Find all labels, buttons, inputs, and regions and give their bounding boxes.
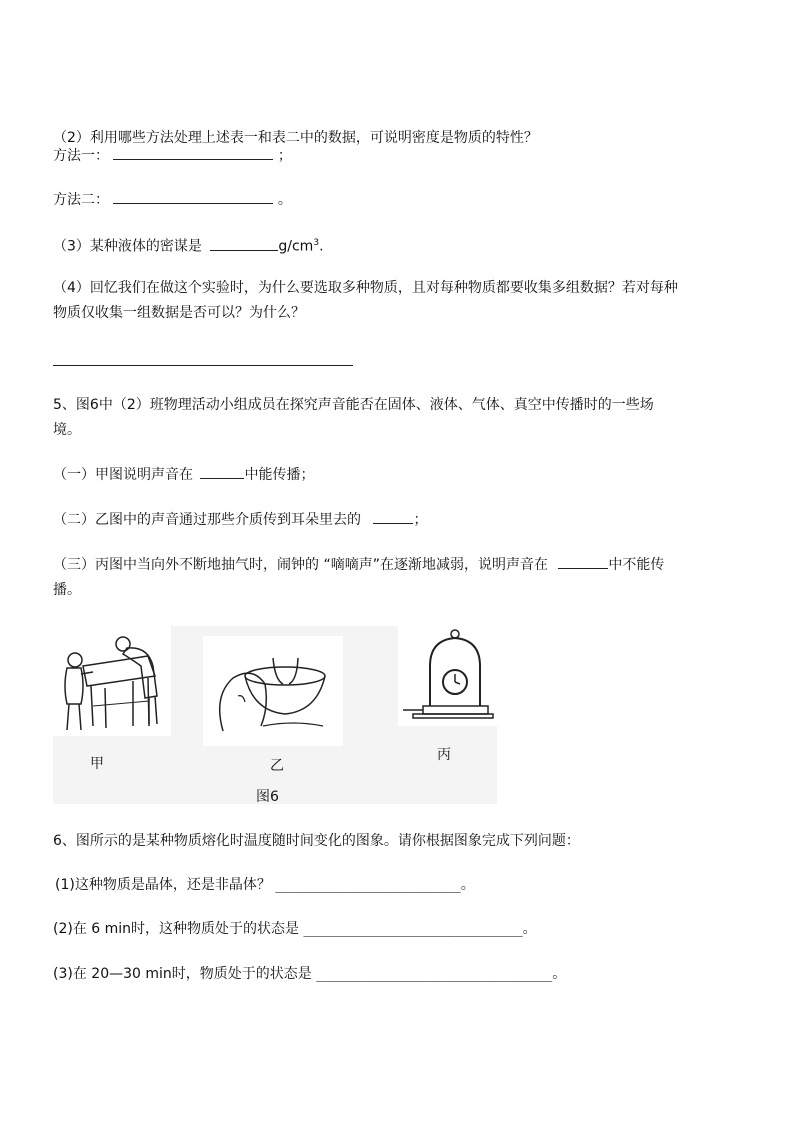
figure-caption: 图6 [256,789,279,805]
figure-a-drawing [53,626,183,741]
q6-p1 [55,875,475,895]
q5-line1: 5、图6中（2）班物理活动小组成员在探究声音能否在固体、液体、气体、真空中传播时的一些场 [53,397,654,413]
method2-label: 方法二： [53,192,109,208]
method2-answer-blank[interactable] [113,189,273,204]
q5-sub3-prefix: （三）丙图中当向外不断地抽气时，闹钟的 “嘀嘀声”在逐渐地减弱，说明声音在 [53,557,548,573]
q6-p2-prefix: (2)在 6 min时，这种物质处于的状态是 [53,921,300,937]
q5-line2: 境。 [53,422,81,438]
figure-b-drawing [203,636,343,746]
q3-end: . [319,238,324,255]
q3-density-blank[interactable] [210,236,278,251]
q2-question: （2）利用哪些方法处理上述表一和表二中的数据，可说明密度是物质的特性？ [53,130,538,146]
q5-sub3-suffix: 中不能传 [608,557,665,573]
method1-end: ； [277,148,292,164]
q5-sub2-blank[interactable] [373,509,413,524]
q3-unit-exponent: 3 [313,238,320,248]
q5-sub2-suffix: ； [413,512,428,528]
q4-line2: 物质仅收集一组数据是否可以？为什么？ [53,305,305,321]
method1-answer-blank[interactable] [113,145,273,160]
q6-p2-end: 。 [522,921,537,937]
q5-sub1 [53,464,314,485]
q6-p3-blank[interactable]: ____________________________ [316,966,553,982]
q3-unit: g/cm [278,238,314,255]
method1-label: 方法一： [53,148,109,164]
figure-label-a: 甲 [90,756,104,772]
q5-sub3-line1 [53,554,664,575]
q6-p3-prefix: (3)在 20—30 min时，物质处于的状态是 [53,966,312,982]
q4-answer-line[interactable] [53,365,353,366]
q6-p2-blank[interactable]: __________________________ [303,921,523,937]
q5-sub2-prefix: （二）乙图中的声音通过那些介质传到耳朵里去的 [53,512,361,528]
method2-end: 。 [277,192,292,208]
q3-row [53,233,324,257]
q5-sub2 [53,509,427,530]
q5-sub1-suffix: 中能传播； [244,467,315,483]
q5-sub1-prefix: （一）甲图说明声音在 [53,467,193,483]
method1-row [53,145,292,166]
q4-line1: （4）回忆我们在做这个实验时，为什么要选取多种物质，且对每种物质都要收集多组数据？若对每种 [53,280,678,296]
q6-p2 [53,919,537,939]
figure-6 [53,626,497,804]
q6-p1-end: 。 [460,877,475,893]
q6-intro: 6、图所示的是某种物质熔化时温度随时间变化的图象。请你根据图象完成下列问题： [53,833,580,849]
q6-p1-prefix: (1)这种物质是晶体，还是非晶体？ [55,877,271,893]
figure-label-b: 乙 [270,758,284,774]
figure-c-drawing [398,626,498,726]
figure-label-c: 丙 [437,747,451,763]
method2-row [53,189,292,210]
q6-p3-end: 。 [552,966,567,982]
q5-sub3-line2: 播。 [53,582,81,598]
q5-sub1-blank[interactable] [200,464,244,479]
q6-p3 [53,964,566,984]
q6-p1-blank[interactable]: ______________________ [275,877,461,893]
q3-prefix: （3）某种液体的密谋是 [53,238,202,255]
q5-sub3-blank[interactable] [558,554,608,569]
